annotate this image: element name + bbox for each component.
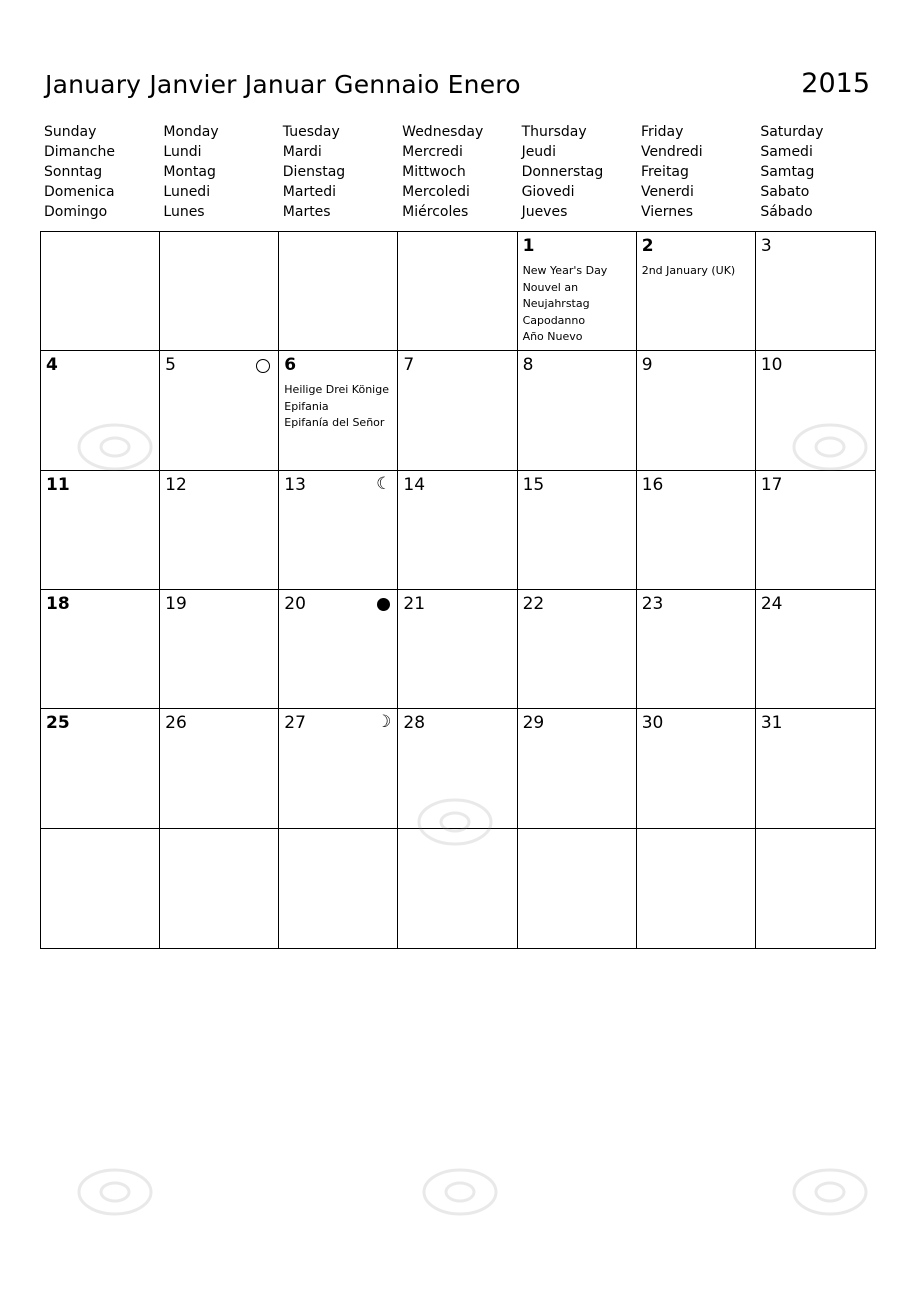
holiday-name: Neujahrstag xyxy=(522,297,590,310)
weekday-column xyxy=(639,122,758,222)
weekday-name: Freitag xyxy=(640,164,689,180)
weekday-name: Jeudi xyxy=(521,144,556,160)
day-cell[interactable] xyxy=(398,232,517,351)
weekday-name: Dienstag xyxy=(282,164,346,180)
day-number: 9 xyxy=(641,355,653,376)
weekday-column xyxy=(400,122,519,222)
weekday-column xyxy=(42,122,161,222)
day-cell[interactable] xyxy=(756,590,875,709)
weekday-name: Montag xyxy=(163,164,216,180)
holiday-name: 2nd January (UK) xyxy=(641,264,736,277)
weekday-name: Tuesday xyxy=(282,124,340,140)
day-number: 27 xyxy=(284,713,306,734)
day-cell[interactable] xyxy=(160,709,279,828)
day-cell[interactable] xyxy=(518,351,637,470)
weekday-column xyxy=(758,122,877,222)
weekday-name: Thursday xyxy=(521,124,587,140)
day-number: 29 xyxy=(522,713,545,734)
day-cell[interactable] xyxy=(518,590,637,709)
day-cell[interactable] xyxy=(518,709,637,828)
weekday-name: Donnerstag xyxy=(521,164,604,180)
holiday-list xyxy=(642,263,750,280)
day-cell[interactable] xyxy=(756,471,875,590)
watermark-logo-icon xyxy=(75,1160,165,1220)
day-cell[interactable] xyxy=(637,590,756,709)
day-number: 20 xyxy=(284,594,306,614)
day-cell[interactable] xyxy=(160,829,279,948)
day-cell[interactable] xyxy=(756,829,875,948)
day-number: 26 xyxy=(165,713,187,734)
weekday-name: Domenica xyxy=(44,184,115,200)
weekday-name: Viernes xyxy=(640,204,694,220)
day-number: 14 xyxy=(403,474,426,495)
day-number: 22 xyxy=(522,594,545,614)
weekday-name: Wednesday xyxy=(402,124,484,140)
day-cell[interactable] xyxy=(279,351,398,470)
day-cell[interactable] xyxy=(41,709,160,828)
weekday-name: Dimanche xyxy=(44,144,115,160)
day-number: 10 xyxy=(760,355,783,376)
day-number: 28 xyxy=(403,713,426,734)
day-number: 1 xyxy=(522,236,535,256)
day-number: 4 xyxy=(46,355,58,376)
day-cell[interactable] xyxy=(518,232,637,351)
day-number: 17 xyxy=(760,474,783,495)
day-cell[interactable] xyxy=(41,471,160,590)
weekday-column xyxy=(281,122,400,222)
weekday-header xyxy=(42,122,878,222)
weekday-name: Miércoles xyxy=(402,204,469,220)
day-number: 18 xyxy=(46,594,70,614)
day-cell[interactable] xyxy=(160,471,279,590)
day-number: 12 xyxy=(165,474,187,495)
holiday-name: Capodanno xyxy=(522,313,586,327)
day-cell[interactable] xyxy=(518,471,637,590)
year-label: 2015 xyxy=(801,68,870,99)
day-number: 16 xyxy=(641,474,664,495)
weekday-name: Mercredi xyxy=(402,144,463,160)
weekday-name: Sunday xyxy=(44,124,97,140)
day-cell[interactable] xyxy=(279,590,398,709)
day-number: 25 xyxy=(46,713,70,734)
weekday-name: Samtag xyxy=(760,164,815,180)
day-number: 19 xyxy=(165,594,187,614)
day-cell[interactable] xyxy=(756,232,875,351)
holiday-name: Epifania xyxy=(284,399,329,413)
day-cell[interactable] xyxy=(160,590,279,709)
day-cell[interactable] xyxy=(279,471,398,590)
day-cell[interactable] xyxy=(637,829,756,948)
weekday-name: Vendredi xyxy=(640,144,703,160)
weekday-name: Martes xyxy=(282,204,331,220)
day-cell[interactable] xyxy=(398,829,517,948)
day-cell[interactable] xyxy=(637,232,756,351)
weekday-column xyxy=(520,122,639,222)
weekday-name: Sabato xyxy=(760,184,810,200)
holiday-list xyxy=(284,382,392,432)
weekday-name: Martedi xyxy=(282,184,337,200)
watermark-logo-icon xyxy=(790,1160,880,1220)
holiday-name: New Year's Day xyxy=(522,264,608,277)
day-number: 24 xyxy=(760,594,783,614)
day-number: 21 xyxy=(403,594,426,614)
weekday-name: Mardi xyxy=(282,144,322,160)
weekday-name: Saturday xyxy=(760,124,824,140)
day-cell[interactable] xyxy=(160,232,279,351)
weekday-name: Sonntag xyxy=(44,164,103,180)
weekday-name: Mittwoch xyxy=(402,164,466,180)
day-number: 8 xyxy=(522,355,534,376)
day-number: 31 xyxy=(760,713,783,734)
holiday-name: Año Nuevo xyxy=(522,330,583,343)
day-cell[interactable] xyxy=(279,829,398,948)
last-quarter-moon-icon: ☾ xyxy=(376,473,392,494)
weekday-name: Jueves xyxy=(521,204,568,220)
day-number: 13 xyxy=(284,474,306,495)
month-title: January Janvier Januar Gennaio Enero xyxy=(45,70,521,99)
holiday-name: Heilige Drei Könige xyxy=(284,383,389,397)
weekday-name: Monday xyxy=(163,124,219,140)
weekday-name: Lunes xyxy=(163,204,205,220)
day-cell[interactable] xyxy=(637,471,756,590)
day-number: 5 xyxy=(165,355,176,376)
weekday-name: Friday xyxy=(640,124,684,140)
holiday-list xyxy=(523,263,631,346)
weekday-name: Mercoledi xyxy=(402,184,470,200)
day-cell[interactable] xyxy=(756,709,875,828)
day-cell[interactable] xyxy=(41,829,160,948)
day-cell[interactable] xyxy=(398,351,517,470)
day-number: 15 xyxy=(522,474,545,495)
day-number: 23 xyxy=(641,594,664,614)
first-quarter-moon-icon: ☽ xyxy=(376,712,392,733)
weekday-name: Lundi xyxy=(163,144,202,160)
month-grid xyxy=(40,231,876,949)
day-number: 11 xyxy=(46,474,70,495)
day-cell[interactable] xyxy=(398,709,517,828)
day-cell[interactable] xyxy=(756,351,875,470)
watermark-logo-icon xyxy=(420,1160,510,1220)
weekday-name: Domingo xyxy=(44,204,108,220)
day-number: 3 xyxy=(760,236,772,256)
weekday-name: Sábado xyxy=(760,204,813,220)
holiday-name: Epifanía del Señor xyxy=(284,416,385,430)
weekday-column xyxy=(161,122,280,222)
day-cell[interactable] xyxy=(279,232,398,351)
day-cell[interactable] xyxy=(279,709,398,828)
day-cell[interactable] xyxy=(41,590,160,709)
weekday-name: Venerdi xyxy=(640,184,694,200)
day-cell[interactable] xyxy=(398,471,517,590)
day-cell[interactable] xyxy=(518,829,637,948)
day-number: 7 xyxy=(403,355,415,376)
day-cell[interactable] xyxy=(398,590,517,709)
weekday-name: Lunedi xyxy=(163,184,211,200)
day-number: 6 xyxy=(284,355,297,376)
holiday-name: Nouvel an xyxy=(522,280,579,294)
weekday-name: Giovedi xyxy=(521,184,575,200)
day-cell[interactable] xyxy=(41,351,160,470)
day-number: 30 xyxy=(641,713,664,734)
day-cell[interactable] xyxy=(637,351,756,470)
day-number: 2 xyxy=(641,236,654,256)
weekday-name: Samedi xyxy=(760,144,813,160)
day-cell[interactable] xyxy=(637,709,756,828)
day-cell[interactable] xyxy=(160,351,279,470)
day-cell[interactable] xyxy=(41,232,160,351)
